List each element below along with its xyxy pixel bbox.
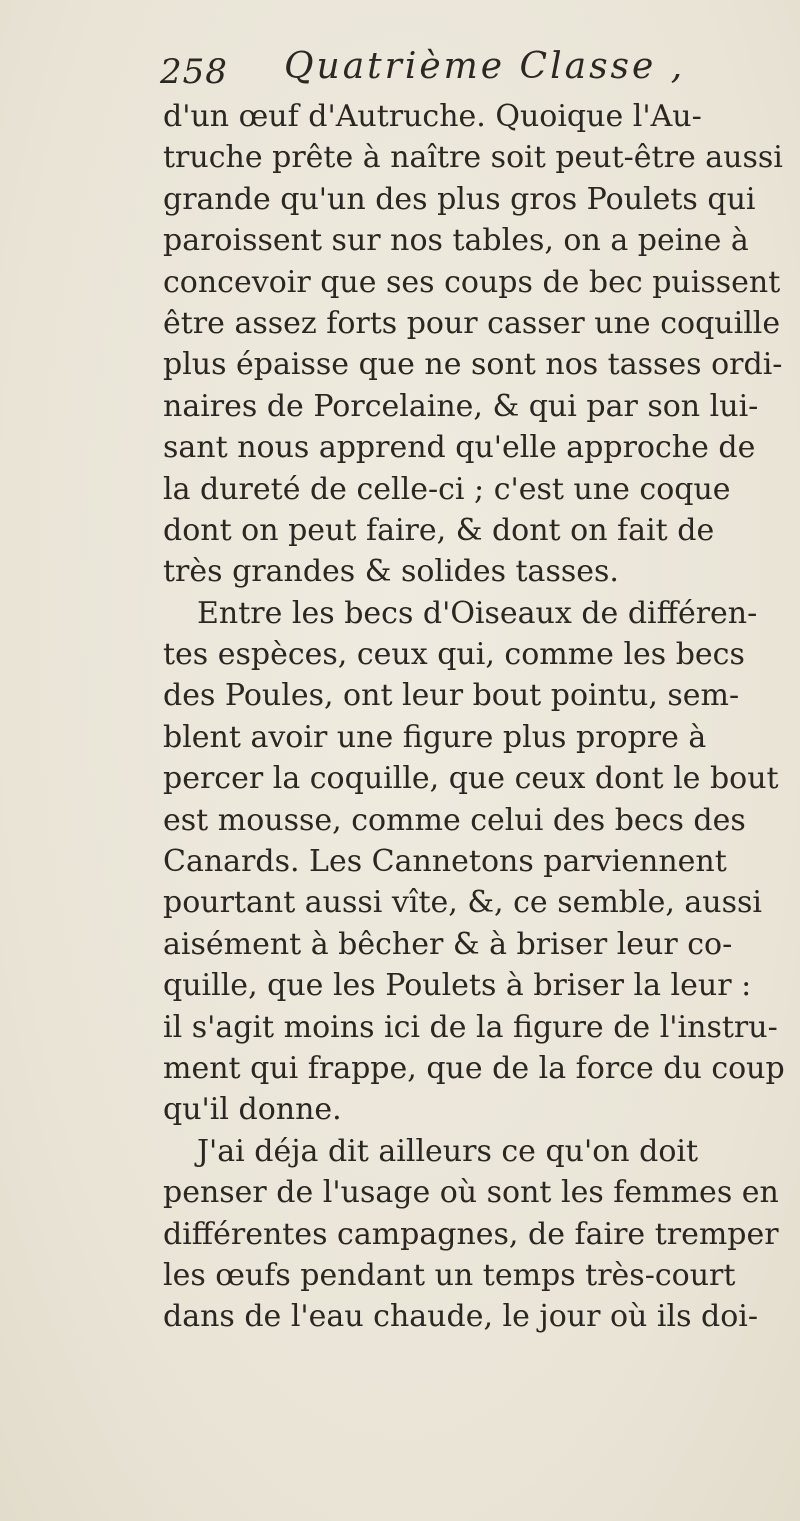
text-line: la dureté de celle-ci ; c'est une coque [163, 471, 731, 507]
running-head: Quatrième Classe , [284, 46, 686, 87]
text-line: blent avoir une figure plus propre à [163, 719, 707, 755]
text-line: dans de l'eau chaude, le jour où ils doi- [163, 1299, 759, 1335]
text-line: est mousse, comme celui des becs des [163, 802, 746, 838]
text-line: différentes campagnes, de faire tremper [163, 1216, 779, 1252]
text-line: Canards. Les Cannetons parviennent [163, 844, 727, 880]
text-line: il s'agit moins ici de la figure de l'instru- [163, 1009, 778, 1045]
paragraph-start-line: J'ai déja dit ailleurs ce qu'on doit [197, 1133, 699, 1169]
text-line: qu'il donne. [163, 1092, 342, 1128]
text-line: aisément à bêcher & à briser leur co- [163, 926, 733, 962]
body-text [163, 96, 791, 1338]
text-line: percer la coquille, que ceux dont le bout [163, 761, 779, 797]
text-line: grande qu'un des plus gros Poulets qui [163, 181, 756, 217]
text-line: quille, que les Poulets à briser la leur : [163, 968, 752, 1004]
text-line: être assez forts pour casser une coquille [163, 305, 781, 341]
text-line: naires de Porcelaine, & qui par son lui- [163, 388, 759, 424]
text-line: concevoir que ses coups de bec puissent [163, 264, 781, 300]
text-line: penser de l'usage où sont les femmes en [163, 1175, 779, 1211]
text-line: pourtant aussi vîte, &, ce semble, aussi [163, 885, 763, 921]
text-line: plus épaisse que ne sont nos tasses ordi- [163, 347, 783, 383]
text-line: ment qui frappe, que de la force du coup [163, 1050, 785, 1086]
text-line: les œufs pendant un temps très-court [163, 1257, 736, 1293]
paragraph-start-line: Entre les becs d'Oiseaux de différen- [197, 595, 758, 631]
text-line: tes espèces, ceux qui, comme les becs [163, 637, 745, 673]
text-line: sant nous apprend qu'elle approche de [163, 430, 756, 466]
text-line: dont on peut faire, & dont on fait de [163, 512, 715, 548]
page-number: 258 [160, 52, 228, 92]
text-line: paroissent sur nos tables, on a peine à [163, 223, 749, 259]
text-line: très grandes & solides tasses. [163, 554, 619, 590]
text-line: des Poules, ont leur bout pointu, sem- [163, 678, 740, 714]
page-header [160, 44, 720, 104]
text-line: truche prête à naître soit peut-être aussi [163, 140, 783, 176]
text-line: d'un œuf d'Autruche. Quoique l'Au- [163, 99, 702, 134]
